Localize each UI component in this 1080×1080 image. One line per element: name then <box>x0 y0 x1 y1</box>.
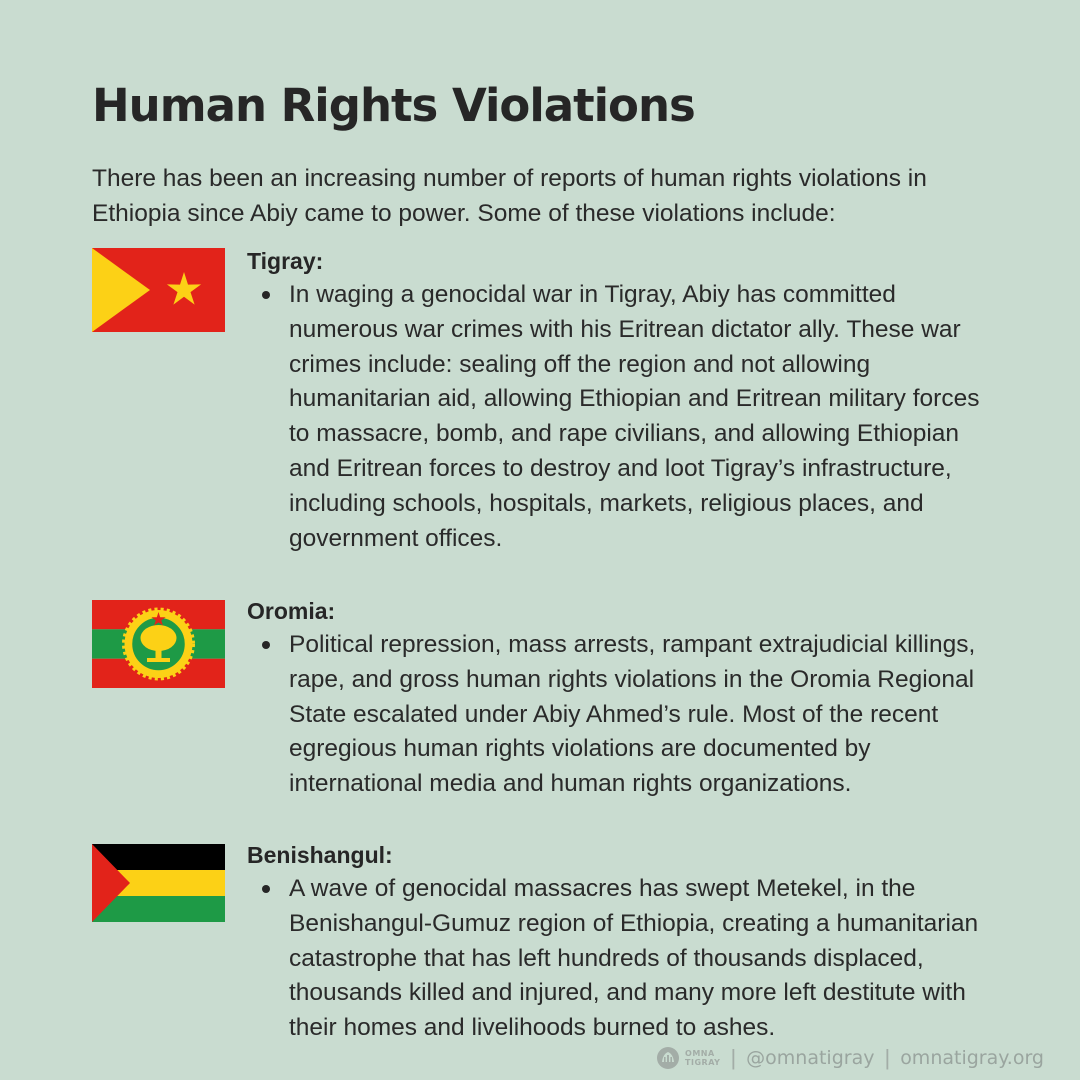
oromia-flag-icon <box>92 600 225 688</box>
bullet-list <box>289 278 999 556</box>
section-heading: Benishangul: <box>247 842 393 868</box>
footer-separator: | <box>730 1045 737 1070</box>
omna-tigray-logo <box>656 1046 720 1070</box>
bullet-text: In waging a genocidal war in Tigray, Abiy has committed numerous war crimes with his Eritrean dictator ally. These war crimes include: sealing off the region and not allowing humanitarian aid, allowing Ethiopian and Eritrean military forces to massacre, bomb, and rape civilians, and allowing Ethiopian and Eritrean forces to destroy and loot Tigray’s infrastructure, including schools, hospitals, markets, religious places, and government offices. <box>289 281 980 552</box>
section-heading: Oromia: <box>247 598 336 624</box>
list-item <box>289 278 999 556</box>
tigray-flag-icon <box>92 248 225 332</box>
logo-line-1: OMNA <box>685 1049 715 1058</box>
bullet-text: Political repression, mass arrests, rampant extrajudicial killings, rape, and gross human rights violations in the Oromia Regional State escalated under Abiy Ahmed’s rule. Most of the recent egregious human rights violations are documented by international media and human rights organizations. <box>289 631 976 798</box>
bullet-icon <box>262 291 270 299</box>
intro-paragraph: There has been an increasing number of reports of human rights violations in Ethiopia since Abiy came to power. Some of these violations include: <box>92 165 927 227</box>
bullet-list <box>289 872 999 1046</box>
section-heading: Tigray: <box>247 248 324 274</box>
logo-line-2: TIGRAY <box>685 1058 721 1067</box>
footer-handle-link[interactable]: @omnatigray <box>746 1047 875 1069</box>
section-benishangul <box>92 840 1012 1050</box>
footer-separator: | <box>884 1045 891 1070</box>
section-tigray <box>92 246 1012 556</box>
bullet-icon <box>262 641 270 649</box>
footer <box>656 1044 1044 1072</box>
list-item <box>289 872 999 1046</box>
list-item <box>289 628 999 802</box>
omna-tigray-logo-icon <box>656 1046 680 1070</box>
logo-text <box>685 1049 720 1067</box>
footer-website-link[interactable]: omnatigray.org <box>900 1047 1044 1069</box>
page-title: Human Rights Violations <box>92 79 695 132</box>
bullet-icon <box>262 885 270 893</box>
bullet-list <box>289 628 999 802</box>
section-oromia <box>92 596 1012 806</box>
benishangul-flag-icon <box>92 844 225 922</box>
bullet-text: A wave of genocidal massacres has swept Metekel, in the Benishangul-Gumuz region of Ethiopia, creating a humanitarian catastrophe that has left hundreds of thousands displaced, thousands killed and injured, and many more left destitute with their homes and livelihoods burned to ashes. <box>289 875 979 1042</box>
